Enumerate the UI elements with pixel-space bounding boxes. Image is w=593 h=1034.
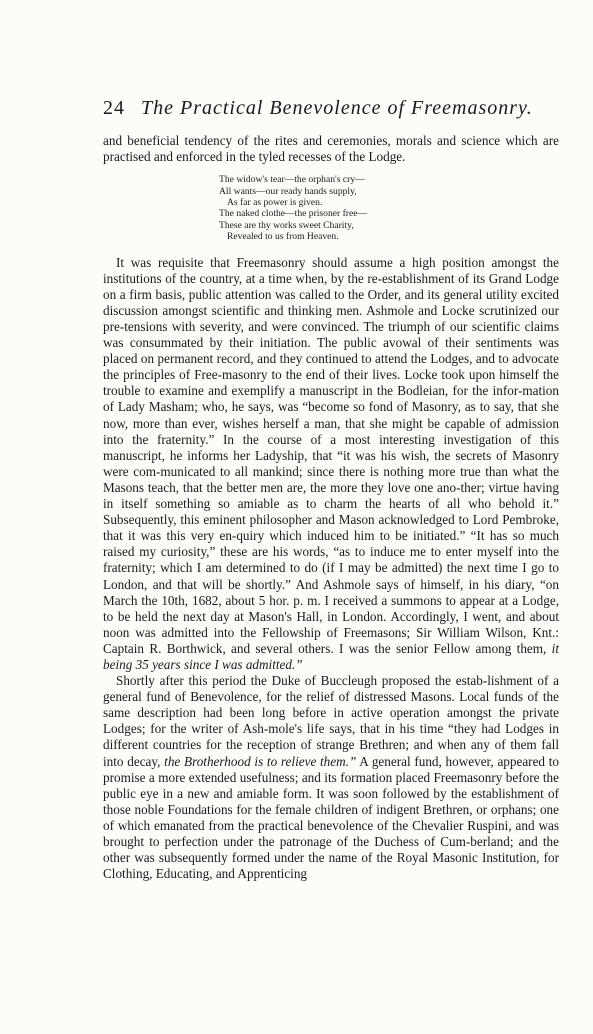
italic-phrase: it being 35 years since I was admitted.”	[103, 640, 559, 672]
paragraph-text: A general fund, however, appeared to promise a more extended usefulness; and its formation placed Freemasonry before the public eye in a new and amiable form. It was soon followed by the establishment of those noble Foundations for the female children of indigent Brethren, or orphans; one of which emanated from the practical benevolence of the Chevalier Ruspini, and was brought to perfection under the patronage of the Duchess of Cum-berland; and the other was subsequently formed under the name of the Royal Masonic Institution, for Clothing, Educating, and Apprenticing	[103, 753, 560, 882]
running-title: The Practical Benevolence of Freemasonry.	[141, 97, 533, 119]
italic-phrase: the Brotherhood is to relieve them.”	[164, 753, 357, 769]
verse-line: These are thy works sweet Charity,	[219, 219, 354, 231]
verse-line: Revealed to us from Heaven.	[227, 231, 339, 243]
verse-stanza	[219, 174, 559, 242]
verse-line: As far as power is given.	[227, 197, 323, 208]
page-number: 24	[103, 97, 125, 119]
verse-line: All wants—our ready hands supply,	[219, 185, 357, 197]
intro-paragraph: and beneficial tendency of the rites and ceremonies, morals and science which are practised and enforced in the tyled recesses of the Lodge.	[103, 133, 559, 165]
body-paragraph-2	[103, 673, 559, 882]
paragraph-text: It was requisite that Freemasonry should assume a high position amongst the institutions of the country, at a time when, by the re-establishment of its Grand Lodge on a firm basis, public attention was called to the Order, and its general utility excited discussion amongst scientific and thinking men. Ashmole and Locke scrutinized our pre-tensions with severity, and were convinced. The triumph of our scientific claims was consummated by their initiation. The public avowal of their sentiments was placed on permanent record, and they continued to attend the Lodges, and to advocate the principles of Free-masonry to the end of their lives. Locke took upon himself the trouble to examine and exemplify a manuscript in the Bodleian, for the infor-mation of Lady Masham; who, he says, was “become so fond of Masonry, as to say, that she now, more than ever, wishes herself a man, that she might be capable of admission into the fraternity.” In the course of a most interesting investigation of this manuscript, he informs her Ladyship, that “it was his wish, the secrets of Masonry were com-municated to all mankind; since there is nothing more true than what the Masons teach, that the better men are, the more they love one ano-ther; virtue having in itself something so amiable as to charm the hearts of all who behold it.” Subsequently, this eminent philosopher and Mason acknowledged to Lord Pembroke, that it was this very en-quiry which induced him to be initiated.” “It has so much raised my curiosity,” these are his words, “as to induce me to enter myself into the fraternity; which I am determined to do (if I may be admitted) the next time I go to London, and that will be shortly.” And Ashmole says of himself, in his diary, “on March the 10th, 1682, about 5 hor. p. m. I received a summons to appear at a Lodge, to be held the next day at Mason's Hall, in London. Accordingly, I went, and about noon was admitted into the Fellowship of Freemasons; Sir William Wilson, Knt.: Captain R. Borthwick, and several others. I was the senior Fellow among them,	[103, 254, 559, 656]
page-header	[103, 97, 559, 119]
verse-line: The widow's tear—the orphan's cry—	[219, 174, 365, 186]
book-page	[103, 97, 559, 882]
paragraph-text: Shortly after this period the Duke of Buccleugh proposed the estab-lishment of a general fund of Benevolence, for the relief of distressed Masons. Local funds of the same description had been long before in active operation amongst the private Lodges; for the writer of Ash-mole's life says, that in his time “they had Lodges in different countries for the reception of strange Brethren; and when any of them fall into decay,	[103, 673, 559, 769]
body-paragraph-1	[103, 255, 559, 673]
verse-line: The naked clothe—the prisoner free—	[219, 208, 368, 220]
